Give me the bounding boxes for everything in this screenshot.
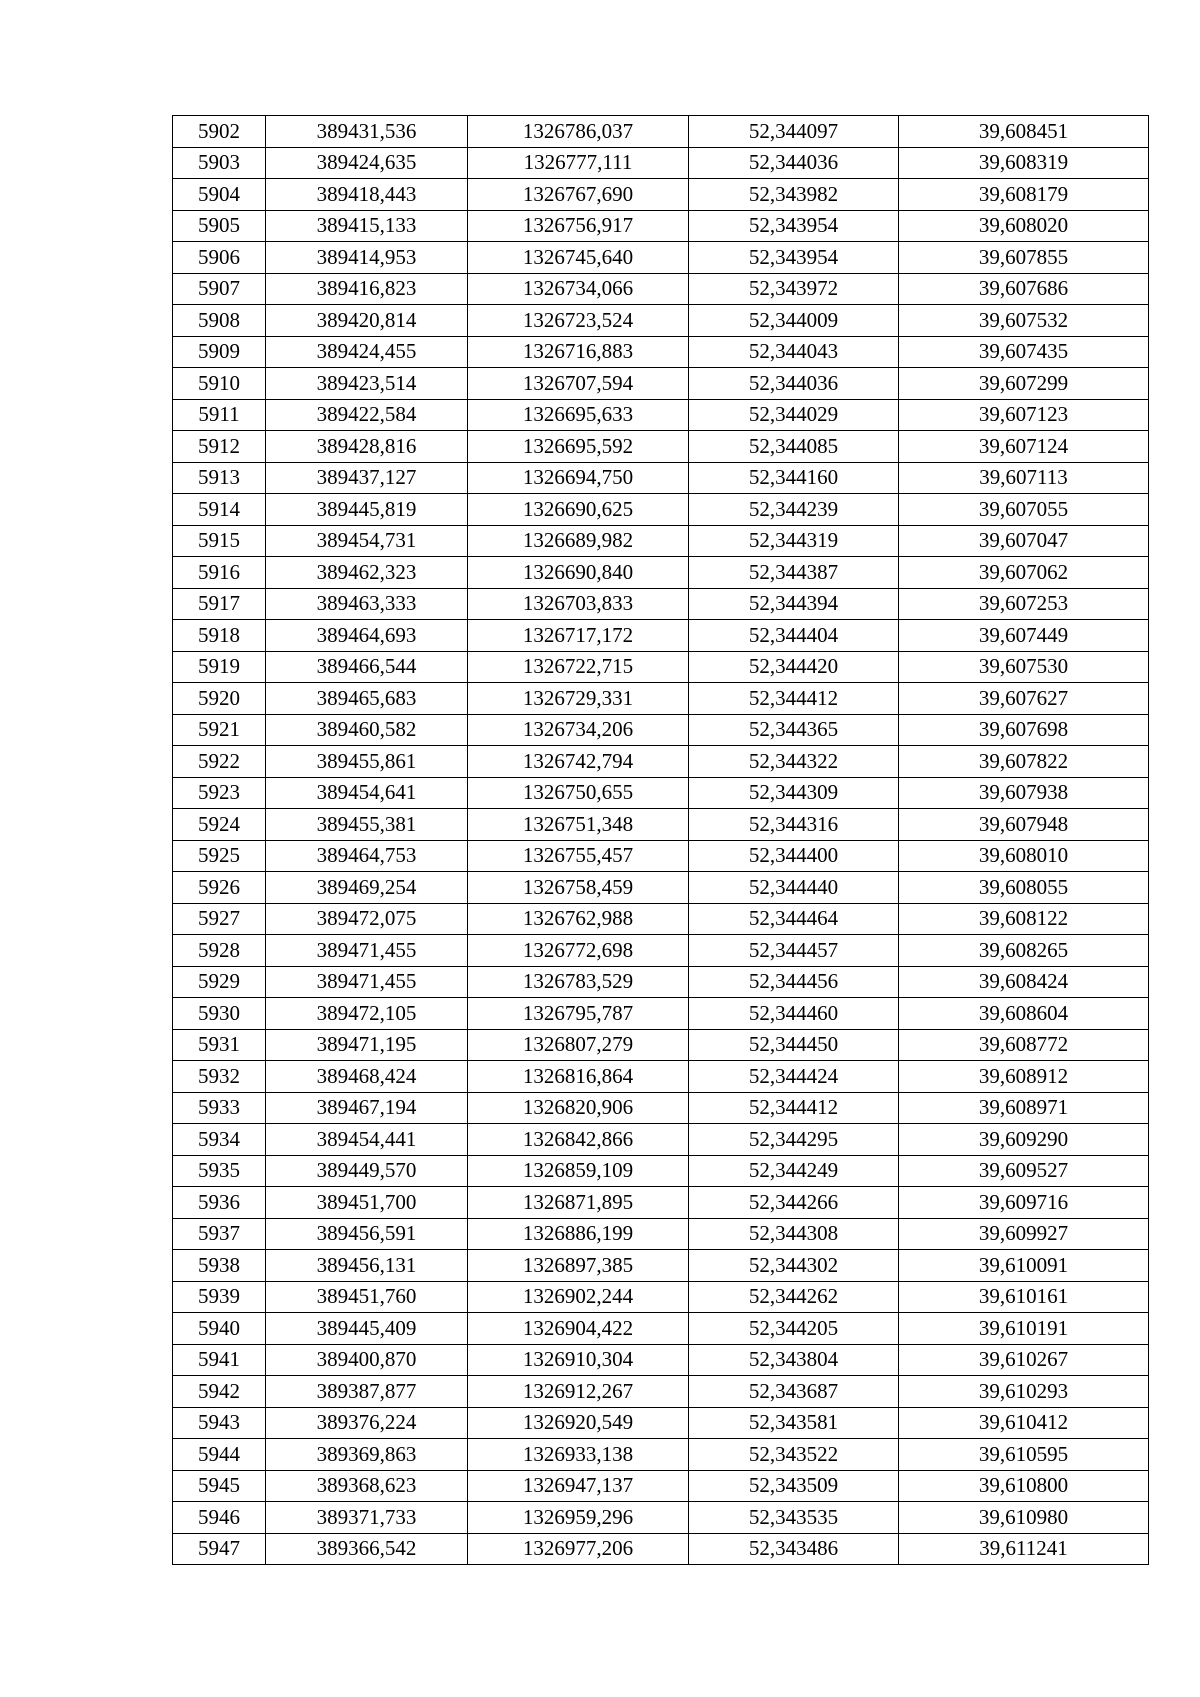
latitude-cell: 52,344322 [689, 746, 899, 778]
point-number-cell: 5931 [173, 1029, 266, 1061]
latitude-cell: 52,344239 [689, 494, 899, 526]
y-coordinate-cell: 1326716,883 [468, 336, 689, 368]
point-number-cell: 5947 [173, 1533, 266, 1565]
x-coordinate-cell: 389424,455 [266, 336, 468, 368]
point-number-cell: 5934 [173, 1124, 266, 1156]
y-coordinate-cell: 1326947,137 [468, 1470, 689, 1502]
point-number-cell: 5908 [173, 305, 266, 337]
point-number-cell: 5904 [173, 179, 266, 211]
longitude-cell: 39,610091 [899, 1250, 1149, 1282]
longitude-cell: 39,608971 [899, 1092, 1149, 1124]
table-row [173, 494, 1149, 526]
point-number-cell: 5914 [173, 494, 266, 526]
latitude-cell: 52,344085 [689, 431, 899, 463]
x-coordinate-cell: 389462,323 [266, 557, 468, 589]
x-coordinate-cell: 389431,536 [266, 116, 468, 148]
latitude-cell: 52,344457 [689, 935, 899, 967]
longitude-cell: 39,607855 [899, 242, 1149, 274]
table-row [173, 1407, 1149, 1439]
latitude-cell: 52,344266 [689, 1187, 899, 1219]
point-number-cell: 5919 [173, 651, 266, 683]
latitude-cell: 52,343972 [689, 273, 899, 305]
y-coordinate-cell: 1326904,422 [468, 1313, 689, 1345]
latitude-cell: 52,344308 [689, 1218, 899, 1250]
point-number-cell: 5915 [173, 525, 266, 557]
y-coordinate-cell: 1326717,172 [468, 620, 689, 652]
longitude-cell: 39,607047 [899, 525, 1149, 557]
x-coordinate-cell: 389415,133 [266, 210, 468, 242]
y-coordinate-cell: 1326758,459 [468, 872, 689, 904]
longitude-cell: 39,607948 [899, 809, 1149, 841]
point-number-cell: 5938 [173, 1250, 266, 1282]
latitude-cell: 52,343954 [689, 242, 899, 274]
latitude-cell: 52,344464 [689, 903, 899, 935]
x-coordinate-cell: 389454,441 [266, 1124, 468, 1156]
latitude-cell: 52,344097 [689, 116, 899, 148]
longitude-cell: 39,609527 [899, 1155, 1149, 1187]
latitude-cell: 52,343522 [689, 1439, 899, 1471]
latitude-cell: 52,343535 [689, 1502, 899, 1534]
point-number-cell: 5923 [173, 777, 266, 809]
y-coordinate-cell: 1326902,244 [468, 1281, 689, 1313]
table-row [173, 1313, 1149, 1345]
latitude-cell: 52,344394 [689, 588, 899, 620]
longitude-cell: 39,608020 [899, 210, 1149, 242]
longitude-cell: 39,608912 [899, 1061, 1149, 1093]
latitude-cell: 52,344036 [689, 368, 899, 400]
point-number-cell: 5907 [173, 273, 266, 305]
point-number-cell: 5928 [173, 935, 266, 967]
longitude-cell: 39,607627 [899, 683, 1149, 715]
y-coordinate-cell: 1326767,690 [468, 179, 689, 211]
point-number-cell: 5943 [173, 1407, 266, 1439]
point-number-cell: 5926 [173, 872, 266, 904]
longitude-cell: 39,610191 [899, 1313, 1149, 1345]
point-number-cell: 5902 [173, 116, 266, 148]
table-row [173, 1187, 1149, 1219]
table-row [173, 1502, 1149, 1534]
table-row [173, 935, 1149, 967]
table-row [173, 462, 1149, 494]
table-row [173, 147, 1149, 179]
longitude-cell: 39,609290 [899, 1124, 1149, 1156]
table-row [173, 1061, 1149, 1093]
latitude-cell: 52,343581 [689, 1407, 899, 1439]
y-coordinate-cell: 1326886,199 [468, 1218, 689, 1250]
table-row [173, 368, 1149, 400]
x-coordinate-cell: 389418,443 [266, 179, 468, 211]
longitude-cell: 39,608772 [899, 1029, 1149, 1061]
y-coordinate-cell: 1326695,633 [468, 399, 689, 431]
latitude-cell: 52,344319 [689, 525, 899, 557]
table-row [173, 1281, 1149, 1313]
y-coordinate-cell: 1326722,715 [468, 651, 689, 683]
point-number-cell: 5925 [173, 840, 266, 872]
latitude-cell: 52,344249 [689, 1155, 899, 1187]
table-row [173, 1344, 1149, 1376]
latitude-cell: 52,344420 [689, 651, 899, 683]
y-coordinate-cell: 1326742,794 [468, 746, 689, 778]
y-coordinate-cell: 1326959,296 [468, 1502, 689, 1534]
x-coordinate-cell: 389424,635 [266, 147, 468, 179]
longitude-cell: 39,608424 [899, 966, 1149, 998]
x-coordinate-cell: 389467,194 [266, 1092, 468, 1124]
latitude-cell: 52,344205 [689, 1313, 899, 1345]
y-coordinate-cell: 1326871,895 [468, 1187, 689, 1219]
y-coordinate-cell: 1326707,594 [468, 368, 689, 400]
x-coordinate-cell: 389445,819 [266, 494, 468, 526]
x-coordinate-cell: 389437,127 [266, 462, 468, 494]
y-coordinate-cell: 1326689,982 [468, 525, 689, 557]
point-number-cell: 5921 [173, 714, 266, 746]
longitude-cell: 39,607435 [899, 336, 1149, 368]
longitude-cell: 39,607822 [899, 746, 1149, 778]
y-coordinate-cell: 1326816,864 [468, 1061, 689, 1093]
y-coordinate-cell: 1326690,840 [468, 557, 689, 589]
x-coordinate-cell: 389416,823 [266, 273, 468, 305]
y-coordinate-cell: 1326750,655 [468, 777, 689, 809]
y-coordinate-cell: 1326756,917 [468, 210, 689, 242]
table-row [173, 1470, 1149, 1502]
x-coordinate-cell: 389455,861 [266, 746, 468, 778]
latitude-cell: 52,344262 [689, 1281, 899, 1313]
table-row [173, 651, 1149, 683]
table-row [173, 242, 1149, 274]
x-coordinate-cell: 389464,693 [266, 620, 468, 652]
latitude-cell: 52,343982 [689, 179, 899, 211]
x-coordinate-cell: 389472,105 [266, 998, 468, 1030]
table-row [173, 746, 1149, 778]
y-coordinate-cell: 1326729,331 [468, 683, 689, 715]
x-coordinate-cell: 389460,582 [266, 714, 468, 746]
latitude-cell: 52,344404 [689, 620, 899, 652]
point-number-cell: 5940 [173, 1313, 266, 1345]
table-row [173, 557, 1149, 589]
x-coordinate-cell: 389387,877 [266, 1376, 468, 1408]
point-number-cell: 5909 [173, 336, 266, 368]
table-row [173, 683, 1149, 715]
longitude-cell: 39,608055 [899, 872, 1149, 904]
latitude-cell: 52,344036 [689, 147, 899, 179]
x-coordinate-cell: 389451,700 [266, 1187, 468, 1219]
x-coordinate-cell: 389468,424 [266, 1061, 468, 1093]
y-coordinate-cell: 1326703,833 [468, 588, 689, 620]
table-row [173, 336, 1149, 368]
coordinates-table-body [173, 116, 1149, 1565]
x-coordinate-cell: 389451,760 [266, 1281, 468, 1313]
x-coordinate-cell: 389472,075 [266, 903, 468, 935]
x-coordinate-cell: 389376,224 [266, 1407, 468, 1439]
point-number-cell: 5903 [173, 147, 266, 179]
latitude-cell: 52,344160 [689, 462, 899, 494]
y-coordinate-cell: 1326734,206 [468, 714, 689, 746]
latitude-cell: 52,344365 [689, 714, 899, 746]
x-coordinate-cell: 389366,542 [266, 1533, 468, 1565]
table-row [173, 588, 1149, 620]
x-coordinate-cell: 389471,455 [266, 966, 468, 998]
y-coordinate-cell: 1326977,206 [468, 1533, 689, 1565]
latitude-cell: 52,344412 [689, 683, 899, 715]
point-number-cell: 5927 [173, 903, 266, 935]
table-row [173, 777, 1149, 809]
point-number-cell: 5924 [173, 809, 266, 841]
longitude-cell: 39,608604 [899, 998, 1149, 1030]
longitude-cell: 39,607123 [899, 399, 1149, 431]
table-row [173, 525, 1149, 557]
table-row [173, 903, 1149, 935]
y-coordinate-cell: 1326772,698 [468, 935, 689, 967]
x-coordinate-cell: 389371,733 [266, 1502, 468, 1534]
x-coordinate-cell: 389445,409 [266, 1313, 468, 1345]
longitude-cell: 39,608179 [899, 179, 1149, 211]
table-row [173, 399, 1149, 431]
latitude-cell: 52,344043 [689, 336, 899, 368]
latitude-cell: 52,344309 [689, 777, 899, 809]
y-coordinate-cell: 1326912,267 [468, 1376, 689, 1408]
coordinates-table [172, 115, 1149, 1565]
y-coordinate-cell: 1326783,529 [468, 966, 689, 998]
x-coordinate-cell: 389428,816 [266, 431, 468, 463]
x-coordinate-cell: 389454,731 [266, 525, 468, 557]
point-number-cell: 5939 [173, 1281, 266, 1313]
table-row [173, 840, 1149, 872]
longitude-cell: 39,610595 [899, 1439, 1149, 1471]
latitude-cell: 52,344387 [689, 557, 899, 589]
point-number-cell: 5917 [173, 588, 266, 620]
y-coordinate-cell: 1326795,787 [468, 998, 689, 1030]
table-row [173, 1439, 1149, 1471]
latitude-cell: 52,343954 [689, 210, 899, 242]
x-coordinate-cell: 389466,544 [266, 651, 468, 683]
table-row [173, 1533, 1149, 1565]
x-coordinate-cell: 389449,570 [266, 1155, 468, 1187]
latitude-cell: 52,344450 [689, 1029, 899, 1061]
latitude-cell: 52,344316 [689, 809, 899, 841]
y-coordinate-cell: 1326751,348 [468, 809, 689, 841]
x-coordinate-cell: 389469,254 [266, 872, 468, 904]
table-row [173, 620, 1149, 652]
point-number-cell: 5941 [173, 1344, 266, 1376]
point-number-cell: 5913 [173, 462, 266, 494]
y-coordinate-cell: 1326745,640 [468, 242, 689, 274]
longitude-cell: 39,611241 [899, 1533, 1149, 1565]
longitude-cell: 39,608451 [899, 116, 1149, 148]
longitude-cell: 39,607698 [899, 714, 1149, 746]
latitude-cell: 52,344302 [689, 1250, 899, 1282]
latitude-cell: 52,343486 [689, 1533, 899, 1565]
longitude-cell: 39,610980 [899, 1502, 1149, 1534]
latitude-cell: 52,344009 [689, 305, 899, 337]
x-coordinate-cell: 389368,623 [266, 1470, 468, 1502]
y-coordinate-cell: 1326695,592 [468, 431, 689, 463]
longitude-cell: 39,607113 [899, 462, 1149, 494]
table-row [173, 1218, 1149, 1250]
x-coordinate-cell: 389423,514 [266, 368, 468, 400]
table-row [173, 998, 1149, 1030]
table-row [173, 431, 1149, 463]
table-row [173, 966, 1149, 998]
latitude-cell: 52,344440 [689, 872, 899, 904]
table-row [173, 116, 1149, 148]
table-row [173, 210, 1149, 242]
y-coordinate-cell: 1326920,549 [468, 1407, 689, 1439]
x-coordinate-cell: 389456,591 [266, 1218, 468, 1250]
point-number-cell: 5944 [173, 1439, 266, 1471]
longitude-cell: 39,610293 [899, 1376, 1149, 1408]
y-coordinate-cell: 1326786,037 [468, 116, 689, 148]
point-number-cell: 5933 [173, 1092, 266, 1124]
point-number-cell: 5930 [173, 998, 266, 1030]
x-coordinate-cell: 389369,863 [266, 1439, 468, 1471]
table-row [173, 305, 1149, 337]
longitude-cell: 39,607686 [899, 273, 1149, 305]
point-number-cell: 5942 [173, 1376, 266, 1408]
x-coordinate-cell: 389464,753 [266, 840, 468, 872]
longitude-cell: 39,610412 [899, 1407, 1149, 1439]
point-number-cell: 5936 [173, 1187, 266, 1219]
latitude-cell: 52,343687 [689, 1376, 899, 1408]
latitude-cell: 52,344460 [689, 998, 899, 1030]
longitude-cell: 39,607124 [899, 431, 1149, 463]
point-number-cell: 5920 [173, 683, 266, 715]
point-number-cell: 5945 [173, 1470, 266, 1502]
table-row [173, 1124, 1149, 1156]
x-coordinate-cell: 389454,641 [266, 777, 468, 809]
y-coordinate-cell: 1326690,625 [468, 494, 689, 526]
longitude-cell: 39,607938 [899, 777, 1149, 809]
y-coordinate-cell: 1326755,457 [468, 840, 689, 872]
longitude-cell: 39,607055 [899, 494, 1149, 526]
y-coordinate-cell: 1326777,111 [468, 147, 689, 179]
table-row [173, 1155, 1149, 1187]
y-coordinate-cell: 1326859,109 [468, 1155, 689, 1187]
latitude-cell: 52,344295 [689, 1124, 899, 1156]
point-number-cell: 5935 [173, 1155, 266, 1187]
x-coordinate-cell: 389463,333 [266, 588, 468, 620]
x-coordinate-cell: 389471,455 [266, 935, 468, 967]
table-row [173, 1092, 1149, 1124]
longitude-cell: 39,607299 [899, 368, 1149, 400]
x-coordinate-cell: 389471,195 [266, 1029, 468, 1061]
longitude-cell: 39,610161 [899, 1281, 1149, 1313]
longitude-cell: 39,607530 [899, 651, 1149, 683]
y-coordinate-cell: 1326897,385 [468, 1250, 689, 1282]
x-coordinate-cell: 389414,953 [266, 242, 468, 274]
x-coordinate-cell: 389456,131 [266, 1250, 468, 1282]
latitude-cell: 52,344424 [689, 1061, 899, 1093]
table-row [173, 872, 1149, 904]
y-coordinate-cell: 1326820,906 [468, 1092, 689, 1124]
point-number-cell: 5932 [173, 1061, 266, 1093]
x-coordinate-cell: 389465,683 [266, 683, 468, 715]
y-coordinate-cell: 1326910,304 [468, 1344, 689, 1376]
x-coordinate-cell: 389422,584 [266, 399, 468, 431]
latitude-cell: 52,343509 [689, 1470, 899, 1502]
table-row [173, 273, 1149, 305]
point-number-cell: 5916 [173, 557, 266, 589]
latitude-cell: 52,344412 [689, 1092, 899, 1124]
point-number-cell: 5905 [173, 210, 266, 242]
longitude-cell: 39,609927 [899, 1218, 1149, 1250]
longitude-cell: 39,607532 [899, 305, 1149, 337]
longitude-cell: 39,608010 [899, 840, 1149, 872]
longitude-cell: 39,608265 [899, 935, 1149, 967]
y-coordinate-cell: 1326807,279 [468, 1029, 689, 1061]
longitude-cell: 39,609716 [899, 1187, 1149, 1219]
y-coordinate-cell: 1326933,138 [468, 1439, 689, 1471]
table-row [173, 1376, 1149, 1408]
point-number-cell: 5910 [173, 368, 266, 400]
point-number-cell: 5946 [173, 1502, 266, 1534]
latitude-cell: 52,344400 [689, 840, 899, 872]
y-coordinate-cell: 1326694,750 [468, 462, 689, 494]
table-row [173, 1250, 1149, 1282]
longitude-cell: 39,607449 [899, 620, 1149, 652]
longitude-cell: 39,610267 [899, 1344, 1149, 1376]
x-coordinate-cell: 389420,814 [266, 305, 468, 337]
longitude-cell: 39,610800 [899, 1470, 1149, 1502]
y-coordinate-cell: 1326723,524 [468, 305, 689, 337]
table-row [173, 1029, 1149, 1061]
table-row [173, 714, 1149, 746]
point-number-cell: 5922 [173, 746, 266, 778]
point-number-cell: 5912 [173, 431, 266, 463]
point-number-cell: 5906 [173, 242, 266, 274]
point-number-cell: 5918 [173, 620, 266, 652]
point-number-cell: 5937 [173, 1218, 266, 1250]
y-coordinate-cell: 1326734,066 [468, 273, 689, 305]
x-coordinate-cell: 389455,381 [266, 809, 468, 841]
table-row [173, 179, 1149, 211]
longitude-cell: 39,608122 [899, 903, 1149, 935]
x-coordinate-cell: 389400,870 [266, 1344, 468, 1376]
table-row [173, 809, 1149, 841]
latitude-cell: 52,344029 [689, 399, 899, 431]
latitude-cell: 52,344456 [689, 966, 899, 998]
latitude-cell: 52,343804 [689, 1344, 899, 1376]
point-number-cell: 5911 [173, 399, 266, 431]
longitude-cell: 39,607062 [899, 557, 1149, 589]
longitude-cell: 39,607253 [899, 588, 1149, 620]
longitude-cell: 39,608319 [899, 147, 1149, 179]
point-number-cell: 5929 [173, 966, 266, 998]
y-coordinate-cell: 1326762,988 [468, 903, 689, 935]
y-coordinate-cell: 1326842,866 [468, 1124, 689, 1156]
